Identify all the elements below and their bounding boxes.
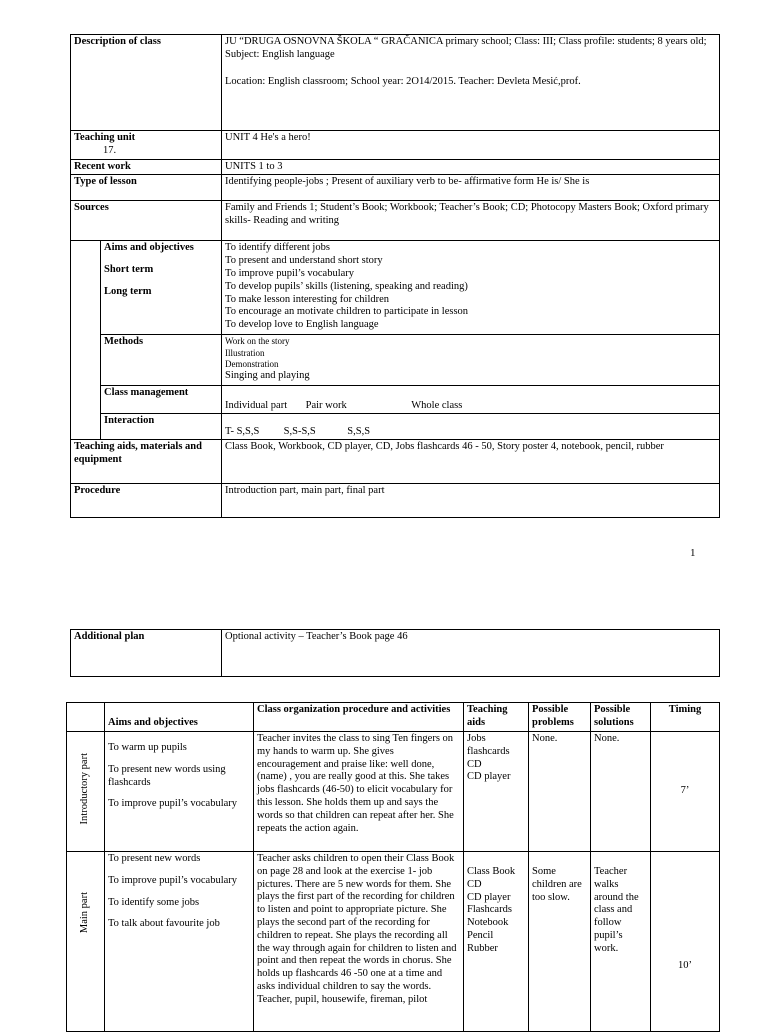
- intro-row: [67, 732, 720, 852]
- aim-item: To identify different jobs: [225, 242, 330, 254]
- main-aid-item: Notebook: [467, 917, 509, 929]
- aim-item: To encourage an motivate children to participate in lesson: [225, 306, 469, 318]
- header-timing: Timing: [651, 703, 720, 732]
- teaching-unit-value: UNIT 4 He's a hero!: [222, 131, 720, 160]
- main-aim-item: To improve pupil’s vocabulary: [108, 874, 238, 886]
- intro-activities: Teacher invites the class to sing Ten fingers on my hands to warm up. She gives encouragement and praise like: well done, (name) , you are really good at this. She takes jobs flashcards (46-50) to elicit vocabulary for this lesson. She holds them up and says the words so that children can repeat after her. She repeats the action again.: [254, 732, 464, 852]
- interaction-label: Interaction: [101, 414, 222, 440]
- intro-aid-item: CD player: [467, 771, 511, 783]
- main-aim-item: To present new words: [108, 853, 201, 864]
- teaching-unit-label-cell: [71, 131, 222, 160]
- intro-timing: 7’: [651, 732, 720, 852]
- header-aims: Aims and objectives: [105, 703, 254, 732]
- long-term-label: Long term: [104, 285, 152, 297]
- additional-plan-value: Optional activity – Teacher’s Book page 46: [222, 630, 720, 677]
- class-management-row: [71, 386, 720, 414]
- recent-work-row: [71, 159, 720, 175]
- recent-work-label: Recent work: [71, 159, 222, 175]
- description-value: [222, 35, 720, 131]
- main-activities: Teacher asks children to open their Class Book on page 28 and look at the exercise 1- job pictures. There are 5 new words for them. She plays the first part of the recording for children to listen and point to appropriate picture. She plays the second part of the recording for children to repeat. She plays the recording all the way through again for children to listen and point and then repeat the words in chorus. She holds up flashcards 46 -50 one at a time and asks individual children to say the words. Teacher, pupil, housewife, fireman, pilot: [254, 852, 464, 1032]
- additional-plan-row: [71, 630, 720, 677]
- intro-problems: None.: [529, 732, 591, 852]
- interaction-item: S,S-S,S: [283, 425, 316, 437]
- main-part-cell: [67, 852, 105, 1032]
- main-part-label: Main part: [79, 892, 91, 934]
- intro-part-cell: [67, 732, 105, 852]
- procedure-value: Introduction part, main part, final part: [222, 484, 720, 518]
- teaching-aids-value: Class Book, Workbook, CD player, CD, Jobs flashcards 46 - 50, Story poster 4, notebook, pencil, rubber: [222, 440, 720, 484]
- class-management-values: [222, 386, 720, 414]
- description-label: Description of class: [71, 35, 222, 131]
- intro-aids: [464, 732, 529, 852]
- methods-row: [71, 335, 720, 386]
- procedure-label: Procedure: [71, 484, 222, 518]
- intro-aid-item: CD: [467, 758, 482, 770]
- main-aids: [464, 852, 529, 1032]
- aims-label: Aims and objectives: [104, 242, 194, 254]
- additional-plan-table: [70, 629, 720, 677]
- intro-aim-item: To warm up pupils: [108, 742, 187, 753]
- sources-value: Family and Friends 1; Student’s Book; Workbook; Teacher’s Book; CD; Photocopy Masters Book; Oxford primary skills- Reading and writing: [222, 201, 720, 241]
- class-management-label: Class management: [101, 386, 222, 414]
- aim-item: To improve pupil’s vocabulary: [225, 267, 355, 279]
- aims-list: [222, 241, 720, 335]
- additional-plan-label: Additional plan: [71, 630, 222, 677]
- main-aid-item: Rubber: [467, 942, 498, 954]
- main-aid-item: Class Book: [467, 866, 516, 877]
- description-line2: Location: English classroom; School year: 2O14/2015. Teacher: Devleta Mesić,prof.: [225, 75, 581, 87]
- interaction-item: S,S,S: [347, 425, 371, 437]
- methods-list: [222, 335, 720, 386]
- main-aid-item: CD: [467, 878, 482, 890]
- teaching-unit-row: [71, 131, 720, 160]
- teaching-aids-row: [71, 440, 720, 484]
- header-solutions: Possible solutions: [591, 703, 651, 732]
- sources-label: Sources: [71, 201, 222, 241]
- aim-item: To make lesson interesting for children: [225, 293, 390, 305]
- method-item: Singing and playing: [225, 370, 310, 382]
- header-aids: Teaching aids: [464, 703, 529, 732]
- type-value: Identifying people-jobs ; Present of auxiliary verb to be- affirmative form He is/ She is: [222, 175, 720, 201]
- procedure-header-row: [67, 703, 720, 732]
- main-aims: [105, 852, 254, 1032]
- method-item: Demonstration: [225, 358, 279, 369]
- lesson-plan-table: [70, 34, 720, 518]
- description-line1: JU “DRUGA OSNOVNA ŠKOLA “ GRAČANICA primary school; Class: III; Class profile: students; 8 years old; Subject: English language: [225, 36, 707, 60]
- sources-row: [71, 201, 720, 241]
- aims-spacer-cell: [71, 241, 101, 440]
- main-problems: Some children are too slow.: [529, 852, 591, 1032]
- methods-label: Methods: [101, 335, 222, 386]
- teaching-unit-number: 17.: [103, 144, 117, 156]
- page-number: 1: [690, 547, 696, 559]
- short-term-label: Short term: [104, 264, 154, 276]
- intro-aid-item: Jobs flashcards: [467, 733, 510, 757]
- class-management-item: Whole class: [411, 399, 463, 411]
- method-item: Work on the story: [225, 336, 290, 347]
- aims-label-cell: [101, 241, 222, 335]
- procedure-row: [71, 484, 720, 518]
- main-aim-item: To talk about favourite job: [108, 918, 220, 930]
- interaction-values: [222, 414, 720, 440]
- interaction-item: T- S,S,S: [225, 425, 260, 437]
- main-aid-item: Flashcards: [467, 904, 512, 916]
- class-management-item: Individual part: [225, 399, 288, 411]
- recent-work-value: UNITS 1 to 3: [222, 159, 720, 175]
- intro-part-label: Introductory part: [79, 753, 91, 825]
- intro-aim-item: To present new words using flashcards: [108, 763, 226, 788]
- header-organization: Class organization procedure and activities: [254, 703, 464, 732]
- interaction-row: [71, 414, 720, 440]
- intro-solutions: None.: [591, 732, 651, 852]
- intro-aim-item: To improve pupil’s vocabulary: [108, 798, 238, 810]
- header-part: [67, 703, 105, 732]
- teaching-aids-label: Teaching aids, materials and equipment: [71, 440, 222, 484]
- type-row: [71, 175, 720, 201]
- main-solutions: Teacher walks around the class and follow pupil’s work.: [591, 852, 651, 1032]
- aim-item: To develop love to English language: [225, 319, 379, 331]
- method-item: Illustration: [225, 347, 265, 358]
- type-label: Type of lesson: [71, 175, 222, 201]
- description-row: [71, 35, 720, 131]
- main-aid-item: Pencil: [467, 929, 494, 941]
- intro-aims: [105, 732, 254, 852]
- main-timing: 10’: [651, 852, 720, 1032]
- header-problems: Possible problems: [529, 703, 591, 732]
- procedure-table: [66, 702, 720, 1032]
- main-row: [67, 852, 720, 1032]
- aims-row: [71, 241, 720, 335]
- class-management-item: Pair work: [305, 399, 347, 411]
- main-aid-item: CD player: [467, 891, 511, 903]
- main-aim-item: To identify some jobs: [108, 896, 200, 908]
- aim-item: To develop pupils’ skills (listening, speaking and reading): [225, 280, 468, 292]
- aim-item: To present and understand short story: [225, 255, 383, 267]
- teaching-unit-label: Teaching unit: [74, 132, 136, 143]
